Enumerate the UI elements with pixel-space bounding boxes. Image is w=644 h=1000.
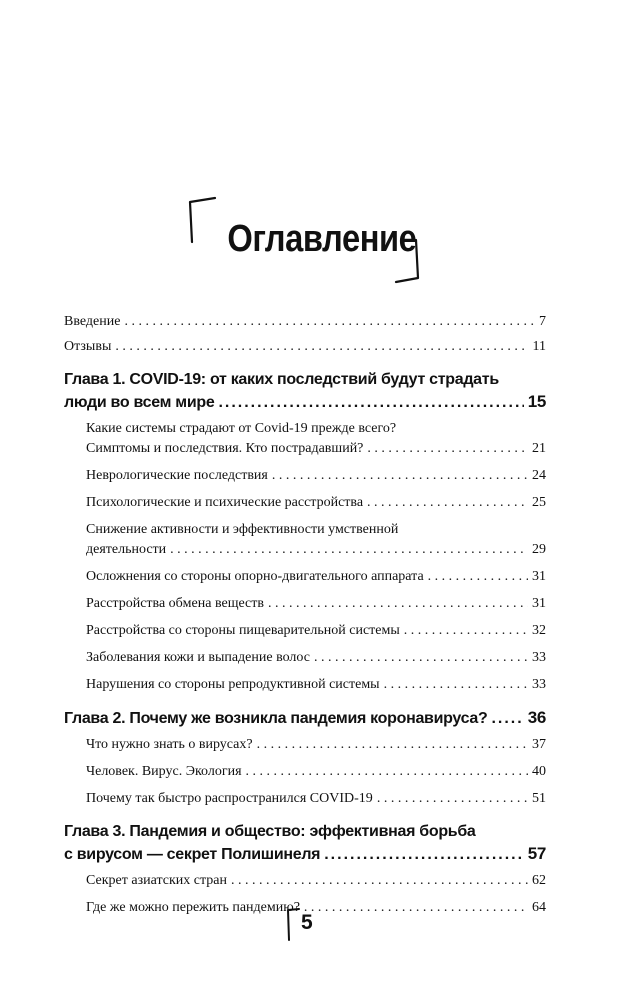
toc-page-number: 36 <box>527 708 546 727</box>
toc-page-number: 31 <box>532 569 546 584</box>
toc-subentry[interactable] <box>64 419 546 459</box>
dot-leader <box>115 337 528 357</box>
toc-page-number: 33 <box>532 650 546 665</box>
toc-page-number: 40 <box>532 764 546 779</box>
toc-subentry[interactable] <box>64 762 546 782</box>
toc-page-number: 32 <box>532 623 546 638</box>
toc-subentry[interactable] <box>64 871 546 891</box>
dot-leader <box>324 844 523 866</box>
chapter-title-line: люди во всем мире <box>64 394 215 411</box>
toc-entry-label: Симптомы и последствия. Кто пострадавший? <box>86 441 364 456</box>
toc-subentry[interactable] <box>64 648 546 668</box>
toc-subentry[interactable] <box>64 567 546 587</box>
toc-entry-label: Снижение активности и эффективности умственной <box>86 522 399 537</box>
toc-page-number: 31 <box>532 596 546 611</box>
toc-subentry[interactable] <box>64 621 546 641</box>
toc-entry-label: Отзывы <box>64 339 112 354</box>
dot-leader <box>428 567 528 587</box>
toc-entry-label: Психологические и психические расстройства <box>86 495 364 510</box>
toc-page-number: 37 <box>532 737 546 752</box>
toc-subentry[interactable] <box>64 594 546 614</box>
dot-leader <box>367 493 528 513</box>
dot-leader <box>246 762 528 782</box>
dot-leader <box>218 392 523 414</box>
toc-page-number: 33 <box>532 677 546 692</box>
chapter-title-line: Глава 1. COVID-19: от каких последствий будут страдать <box>64 371 499 388</box>
dot-leader <box>367 439 528 459</box>
toc-chapter-3[interactable] <box>64 821 546 866</box>
chapter-title-line: Глава 2. Почему же возникла пандемия коронавируса? <box>64 710 488 727</box>
page-footer <box>286 906 346 942</box>
toc-entry-label: Что нужно знать о вирусах? <box>86 737 253 752</box>
toc-subentry[interactable] <box>64 466 546 486</box>
toc-page-number: 57 <box>527 844 546 863</box>
toc-entry-label: Расстройства со стороны пищеварительной системы <box>86 623 400 638</box>
table-of-contents <box>64 312 546 918</box>
toc-page-number: 7 <box>539 314 546 329</box>
toc-chapter-2[interactable] <box>64 707 546 730</box>
toc-entry-label: Заболевания кожи и выпадение волос <box>86 650 310 665</box>
toc-page-number: 15 <box>527 392 546 411</box>
toc-entry-label: Введение <box>64 314 121 329</box>
dot-leader <box>268 594 528 614</box>
toc-entry-label: Осложнения со стороны опорно-двигательного аппарата <box>86 569 424 584</box>
toc-entry-label: Неврологические последствия <box>86 468 268 483</box>
toc-page-number: 29 <box>532 542 546 557</box>
toc-subentry[interactable] <box>64 789 546 809</box>
toc-entry-reviews[interactable] <box>64 337 546 357</box>
page-number: 5 <box>301 911 313 934</box>
toc-subentry[interactable] <box>64 493 546 513</box>
toc-page-number: 62 <box>532 873 546 888</box>
toc-entry-label: деятельности <box>86 542 167 557</box>
dot-leader <box>404 621 528 641</box>
toc-page-number: 51 <box>532 791 546 806</box>
toc-entry-label: Какие системы страдают от Covid-19 прежде всего? <box>86 421 397 436</box>
dot-leader <box>314 648 528 668</box>
toc-page-number: 11 <box>532 339 546 354</box>
toc-entry-label: Расстройства обмена веществ <box>86 596 264 611</box>
dot-leader <box>257 735 528 755</box>
toc-page-number: 25 <box>532 495 546 510</box>
dot-leader <box>377 789 528 809</box>
toc-chapter-1[interactable] <box>64 369 546 414</box>
toc-subentry[interactable] <box>64 735 546 755</box>
chapter-title-line: с вирусом — секрет Полишинеля <box>64 846 321 863</box>
toc-page-number: 21 <box>532 441 546 456</box>
dot-leader <box>384 675 528 695</box>
toc-entry-label: Человек. Вирус. Экология <box>86 764 242 779</box>
toc-page-number: 24 <box>532 468 546 483</box>
dot-leader <box>231 871 528 891</box>
toc-entry-label: Почему так быстро распространился COVID-19 <box>86 791 373 806</box>
dot-leader <box>170 540 528 560</box>
dot-leader <box>491 708 523 730</box>
dot-leader <box>124 312 535 332</box>
page-title: Оглавление <box>227 218 417 260</box>
toc-entry-label: Секрет азиатских стран <box>86 873 227 888</box>
chapter-title-line: Глава 3. Пандемия и общество: эффективная борьба <box>64 823 476 840</box>
page-number-bracket-icon <box>286 906 300 942</box>
toc-subentry[interactable] <box>64 675 546 695</box>
toc-entry-label: Нарушения со стороны репродуктивной системы <box>86 677 380 692</box>
dot-leader <box>272 466 528 486</box>
toc-page-number: 64 <box>532 900 546 915</box>
toc-entry-intro[interactable] <box>64 312 546 332</box>
toc-subentry[interactable] <box>64 520 546 560</box>
toc-entry-label: Где же можно пережить пандемию? <box>86 900 300 915</box>
